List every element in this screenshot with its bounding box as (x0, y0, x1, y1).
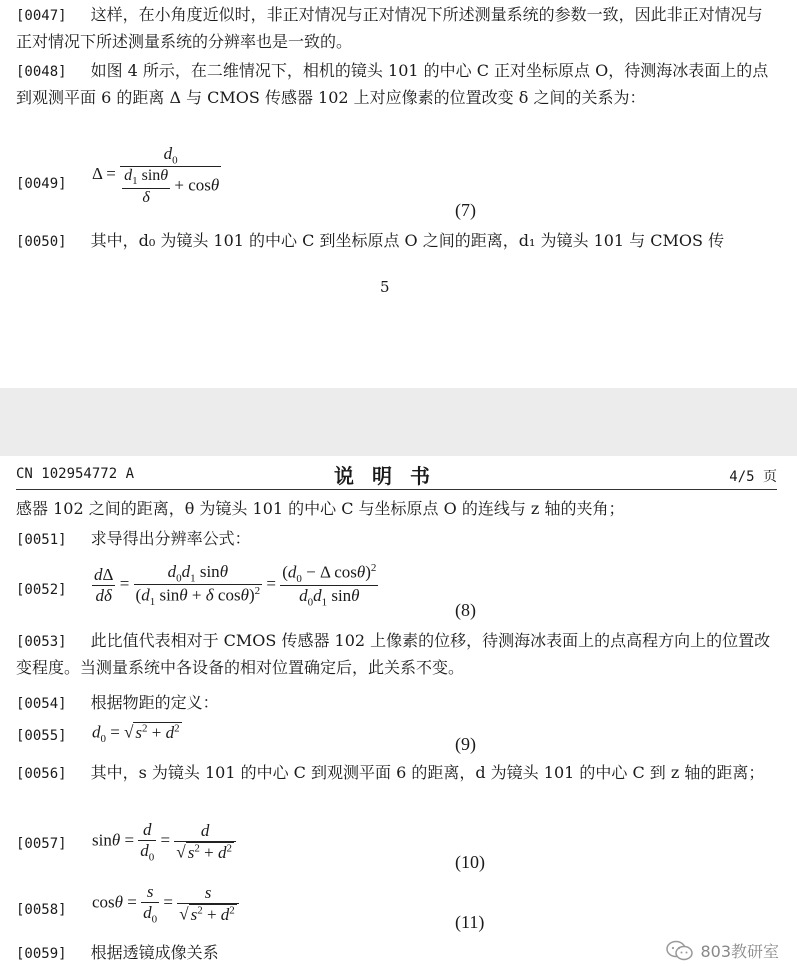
paragraph-text: 这样，在小角度近似时，非正对情况与正对情况下所述测量系统的参数一致，因此非正对情况与正对情况下所述测量系统的分辨率也是一致的。 (16, 5, 763, 51)
paragraph-number: [0057] (16, 836, 67, 852)
paragraph-text: 其中，s 为镜头 101 的中心 C 到观测平面 6 的距离，d 为镜头 101 的中心 C 到 z 轴的距离； (90, 763, 765, 782)
patent-number: CN 102954772 A (16, 466, 135, 482)
paragraph-text: 如图 4 所示，在二维情况下，相机的镜头 101 的中心 C 正对坐标原点 O，待测海冰表面上的点到观测平面 6 的距离 Δ 与 CMOS 传感器 102 上对应像素的位置改变 δ 之间的关系为： (16, 61, 769, 107)
watermark-text: 803教研室 (700, 942, 779, 961)
paragraph-number: [0058] (16, 902, 67, 918)
page-number: 5 (380, 278, 390, 296)
equation-number: (11) (455, 912, 485, 932)
equation-8: $\frac{d\Delta}{d\delta}$ = $\frac{d_0d_1 \sin\theta}{(d_1 \sin\theta + \delta \cos\theta)^2}$ = $\frac{(d_0 - \Delta \cos\theta)^2}{d_0d_1 \sin\theta}$ (94, 562, 377, 609)
header-page-count: 4/5 页 (729, 469, 777, 485)
equation-11: cosθ = $\frac{s}{d_0}$ = $\frac{s}{√ s^2 + d^2}$ (92, 882, 239, 925)
equation-number: (7) (455, 200, 476, 220)
paragraph-number: [0053] (16, 634, 67, 650)
header-rule (16, 489, 777, 490)
equation-number: (9) (455, 734, 476, 754)
equation-9: $d_0$ = √ $s^2 + d^2$ (92, 722, 180, 746)
paragraph-0054 (16, 690, 777, 717)
paragraph-0047 (16, 2, 777, 55)
wechat-icon (666, 940, 694, 962)
paragraph-text: 此比值代表相对于 CMOS 传感器 102 上像素的位移，待测海冰表面上的点高程方向上的位置改变程度。当测量系统中各设备的相对位置确定后，此关系不变。 (16, 631, 771, 677)
paragraph-number: [0050] (16, 234, 67, 250)
paragraph-0059 (16, 940, 777, 967)
paragraph-0048 (16, 58, 777, 111)
watermark (666, 939, 779, 962)
paragraph-0053 (16, 628, 777, 681)
paragraph-text: 其中，d₀ 为镜头 101 的中心 C 到坐标原点 O 之间的距离，d₁ 为镜头 101 与 CMOS 传 (90, 231, 725, 250)
equation-7: Δ = $d_0$ $\frac{d_1 \sin\theta}{\delta}$ + cosθ (92, 144, 220, 206)
paragraph-0050 (16, 228, 777, 255)
paragraph-number: [0056] (16, 766, 67, 782)
document-page-top (0, 0, 797, 388)
paragraph-number: [0047] (16, 8, 67, 24)
paragraph-text: 感器 102 之间的距离，θ 为镜头 101 的中心 C 与坐标原点 O 的连线与 z 轴的夹角； (16, 499, 625, 518)
paragraph-text: 根据透镜成像关系 (90, 943, 219, 962)
paragraph-text: 求导得出分辨率公式： (90, 529, 251, 548)
paragraph-number: [0052] (16, 582, 67, 598)
paragraph-0051 (16, 526, 777, 553)
equation-number: (10) (455, 852, 485, 872)
paragraph-number: [0059] (16, 946, 67, 962)
paragraph-0056 (16, 760, 777, 787)
page-gap (0, 388, 797, 456)
equation-number: (8) (455, 600, 476, 620)
paragraph-number: [0049] (16, 176, 67, 192)
paragraph-number: [0055] (16, 728, 67, 744)
paragraph-text: 根据物距的定义： (90, 693, 219, 712)
paragraph-number: [0054] (16, 696, 67, 712)
page-header (16, 460, 777, 488)
equation-10: sinθ = $\frac{d}{d_0}$ = $\frac{d}{√ s^2 + d^2}$ (92, 820, 236, 863)
paragraph-number: [0048] (16, 64, 67, 80)
paragraph-number: [0051] (16, 532, 67, 548)
header-title: 说明书 (334, 464, 448, 488)
paragraph-continued (16, 496, 777, 522)
